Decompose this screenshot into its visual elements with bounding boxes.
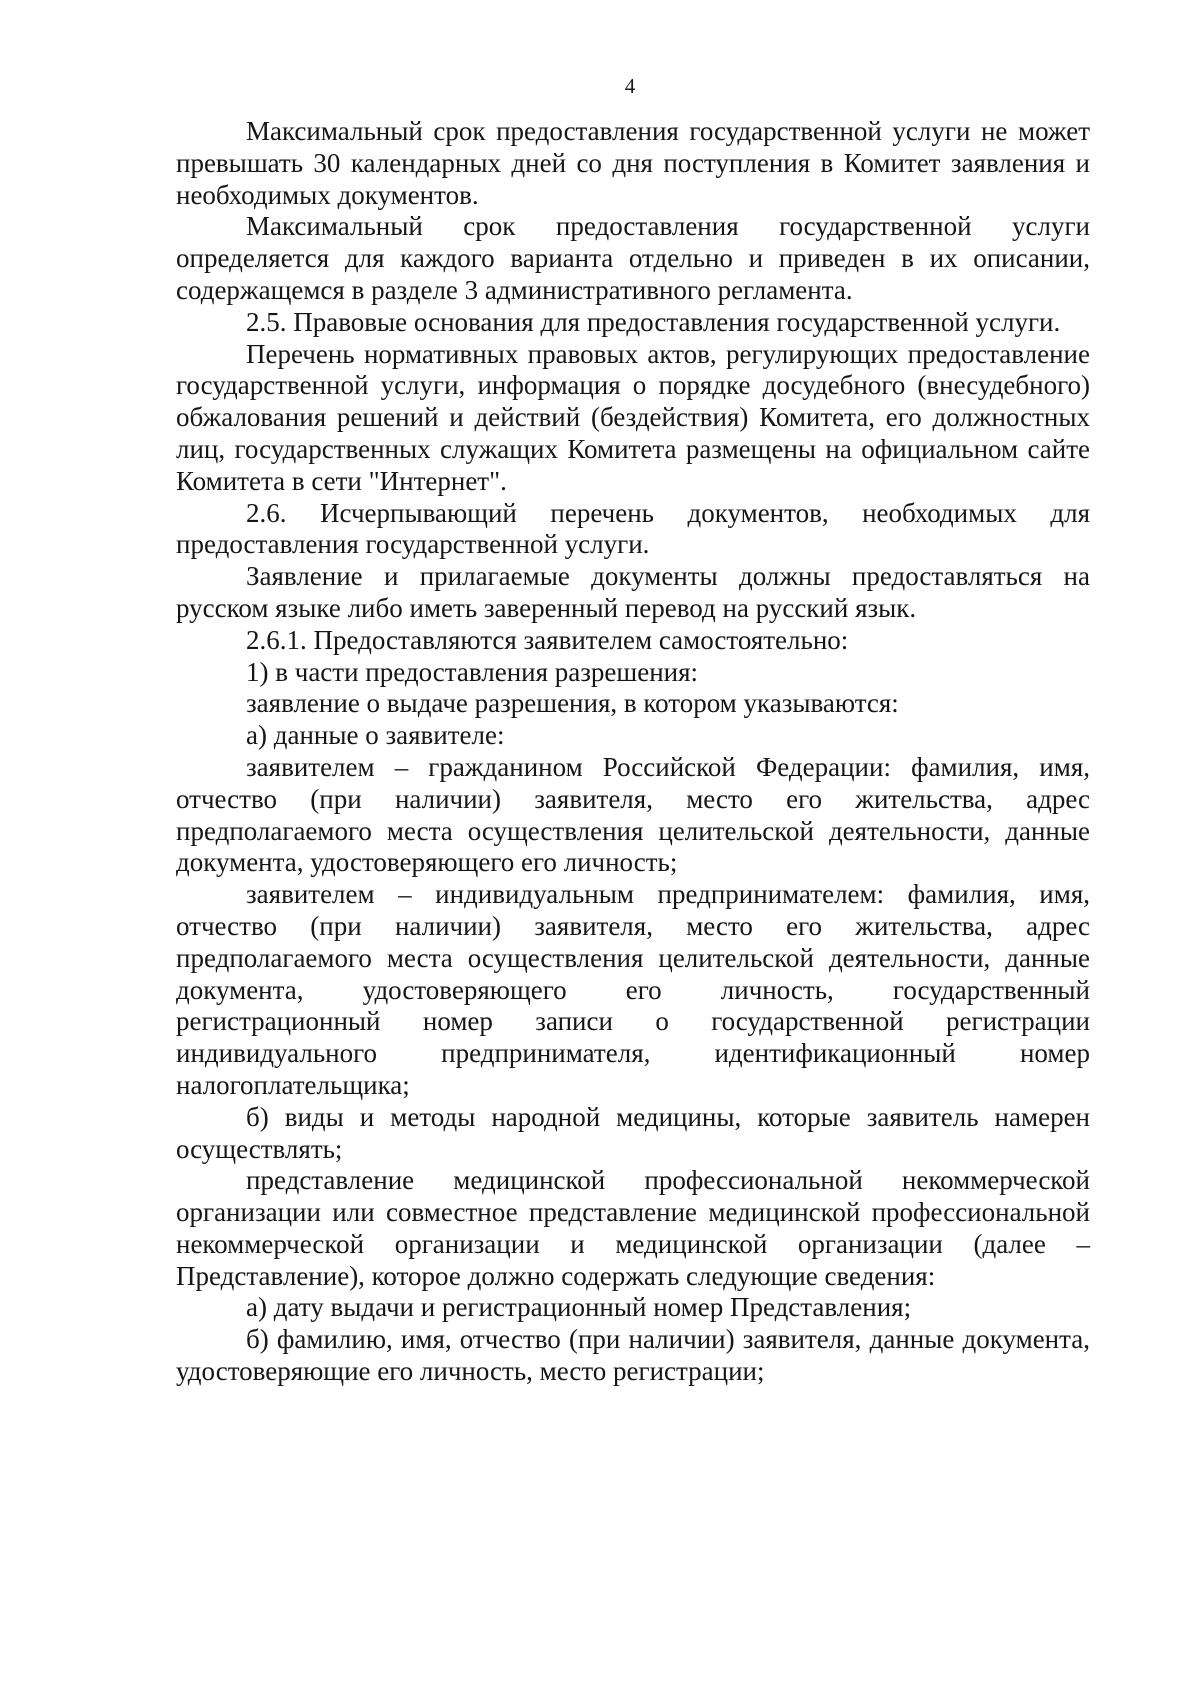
paragraph: представление медицинской профессиональной некоммерческой организации или совместное представление медицинской профессиональной некоммерческой организации и медицинской организации (далее – Представление), которое должно содержать следующие сведения:: [176, 1165, 1090, 1291]
paragraph: заявителем – гражданином Российской Федерации: фамилия, имя, отчество (при наличии) заявителя, место его жительства, адрес предполагаемого места осуществления целительской деятельности, данные документа, удостоверяющего его личность;: [176, 751, 1090, 878]
list-item: б) фамилию, имя, отчество (при наличии) заявителя, данные документа, удостоверяющие его личность, место регистрации;: [176, 1324, 1090, 1387]
paragraph: Перечень нормативных правовых актов, регулирующих предоставление государственной услуги, информация о порядке досудебного (внесудебного) обжалования решений и действий (бездействия) Комитета, его должностных лиц, государственных служащих Комитета размещены на официальном сайте Комитета в сети "Интернет".: [176, 338, 1090, 496]
list-item: а) дату выдачи и регистрационный номер Представления;: [246, 1292, 912, 1323]
paragraph: Заявление и прилагаемые документы должны предоставляться на русском языке либо иметь заверенный перевод на русский язык.: [176, 561, 1090, 623]
paragraph: Максимальный срок предоставления государственной услуги не может превышать 30 календарных дней со дня поступления в Комитет заявления и необходимых документов.: [176, 116, 1090, 210]
paragraph: Максимальный срок предоставления государственной услуги определяется для каждого варианта отдельно и приведен в их описании, содержащемся в разделе 3 административного регламента.: [176, 211, 1090, 305]
section-heading-2-6: 2.6. Исчерпывающий перечень документов, необходимых для предоставления государственной услуги.: [176, 497, 1090, 560]
page-number: 4: [624, 74, 636, 98]
list-item: б) виды и методы народной медицины, которые заявитель намерен осуществлять;: [176, 1101, 1090, 1164]
list-item: а) данные о заявителе:: [246, 720, 505, 751]
subsection-heading-2-6-1: 2.6.1. Предоставляются заявителем самостоятельно:: [246, 624, 849, 655]
document-body: [176, 116, 1090, 1388]
section-heading-2-5: 2.5. Правовые основания для предоставления государственной услуги.: [246, 306, 1061, 337]
paragraph: заявителем – индивидуальным предпринимателем: фамилия, имя, отчество (при наличии) заявителя, место его жительства, адрес предполагаемого места осуществления целительской деятельности, данные документа, удостоверяющего его личность, государственный регистрационный номер записи о государственной регистрации индивидуального предпринимателя, идентификационный номер налогоплательщика;: [176, 879, 1090, 1100]
paragraph: заявление о выдаче разрешения, в котором указываются:: [246, 688, 899, 719]
list-item: 1) в части предоставления разрешения:: [246, 656, 699, 687]
